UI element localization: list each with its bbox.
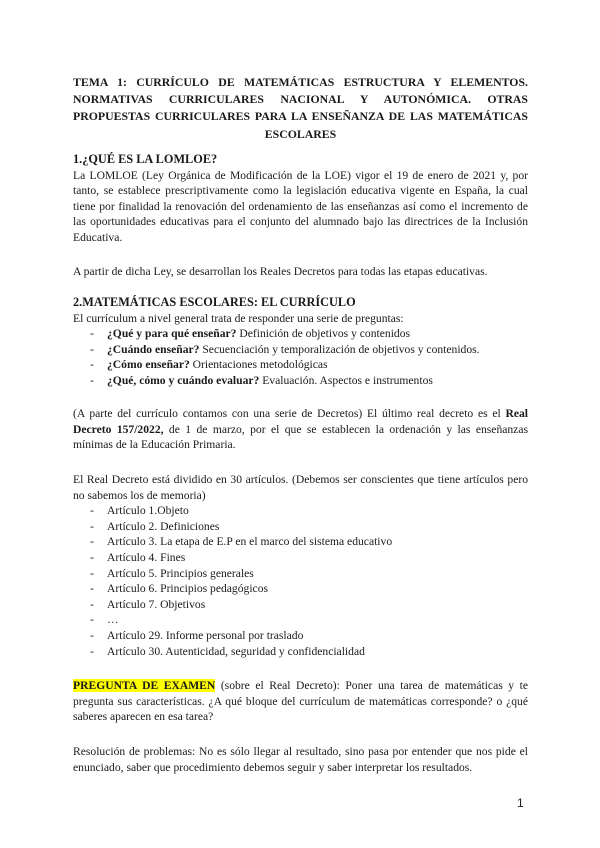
paragraph: La LOMLOE (Ley Orgánica de Modificación de la LOE) vigor el 19 de enero de 2021 y, por tanto, se establece prescriptivamente como la legislación educativa vigente en España, la cual tiene por finalidad la renovación del ordenamiento de las enseñanzas así como el incremento de las oportunidades educativas para el conjunto del alumnado bajo las directrices de la Inclusión Educativa. bbox=[73, 168, 528, 244]
articles-list bbox=[73, 503, 528, 659]
articles-section bbox=[73, 472, 528, 659]
section-heading: 1.¿QUÉ ES LA LOMLOE? bbox=[73, 152, 218, 166]
questions-list bbox=[73, 326, 528, 388]
exam-label: PREGUNTA DE EXAMEN bbox=[73, 679, 216, 692]
list-item: - Artículo 2. Definiciones bbox=[73, 519, 528, 535]
decree-text: de 1 de marzo, por el que se establecen la ordenación y las enseñanzas mínimas de la Educación Primaria. bbox=[73, 422, 528, 452]
section-lomloe bbox=[73, 152, 528, 246]
decree-paragraph bbox=[73, 406, 528, 453]
exam-text: (sobre el Real Decreto): Poner una tarea de matemáticas y te pregunta sus características. ¿A qué bloque del currículum de matemáticas corresponde? o ¿qué saberes aparecen en esa tarea? bbox=[73, 679, 528, 724]
list-item: - Artículo 1.Objeto bbox=[73, 503, 528, 519]
title-line: ESCOLARES bbox=[264, 126, 337, 141]
paragraph: A partir de dicha Ley, se desarrollan los Reales Decretos para todas las etapas educativas. bbox=[73, 265, 488, 278]
list-item bbox=[73, 342, 528, 358]
decree-name: Real Decreto 157/2022, bbox=[73, 407, 528, 436]
list-item: - Artículo 4. Fines bbox=[73, 550, 528, 566]
title-line: TEMA 1: CURRÍCULO DE MATEMÁTICAS ESTRUCTURA Y ELEMENTOS. bbox=[73, 75, 528, 89]
answer: Evaluación. Aspectos e instrumentos bbox=[259, 373, 433, 387]
list-item: - Artículo 6. Principios pedagógicos bbox=[73, 581, 528, 597]
document-title bbox=[73, 74, 528, 143]
list-item: - Artículo 29. Informe personal por traslado bbox=[73, 628, 528, 644]
list-item: - Artículo 7. Objetivos bbox=[73, 597, 528, 613]
paragraph: El Real Decreto está dividido en 30 artículos. (Debemos ser conscientes que tiene artículos pero no sabemos los de memoria) bbox=[73, 473, 528, 502]
paragraph: El currículum a nivel general trata de responder una serie de preguntas: bbox=[73, 311, 404, 325]
answer: Secuenciación y temporalización de objetivos y contenidos. bbox=[199, 342, 480, 356]
paragraph-block bbox=[73, 264, 528, 280]
list-item: - … bbox=[73, 612, 528, 628]
section-curriculo bbox=[73, 295, 528, 389]
resolution-paragraph bbox=[73, 744, 528, 775]
list-item: - Artículo 30. Autenticidad, seguridad y confidencialidad bbox=[73, 644, 528, 660]
paragraph: Resolución de problemas: No es sólo llegar al resultado, sino pasa por entender que nos pide el enunciado, saber que procedimiento debemos seguir y saber interpretar los resultados. bbox=[73, 745, 528, 774]
answer: Orientaciones metodológicas bbox=[189, 358, 328, 372]
question: ¿Cuándo enseñar? bbox=[107, 342, 200, 356]
question: ¿Qué, cómo y cuándo evaluar? bbox=[107, 373, 260, 387]
question: ¿Cómo enseñar? bbox=[107, 358, 190, 372]
question: ¿Qué y para qué enseñar? bbox=[107, 327, 237, 341]
page-number: 1 bbox=[517, 796, 524, 810]
decree-text: (A parte del currículo contamos con una serie de Decretos) El último real decreto es el bbox=[73, 407, 506, 420]
exam-question bbox=[73, 678, 528, 725]
list-item bbox=[73, 357, 528, 373]
title-line: PROPUESTAS CURRICULARES PARA LA ENSEÑANZA DE LAS MATEMÁTICAS bbox=[73, 109, 528, 124]
list-item bbox=[73, 326, 528, 342]
section-heading: 2.MATEMÁTICAS ESCOLARES: EL CURRÍCULO bbox=[73, 295, 356, 309]
list-item bbox=[73, 373, 528, 389]
list-item: - Artículo 3. La etapa de E.P en el marco del sistema educativo bbox=[73, 534, 528, 550]
answer: Definición de objetivos y contenidos bbox=[236, 327, 411, 341]
list-item: - Artículo 5. Principios generales bbox=[73, 566, 528, 582]
title-line: NORMATIVAS CURRICULARES NACIONAL Y AUTONÓMICA. OTRAS bbox=[73, 92, 528, 107]
